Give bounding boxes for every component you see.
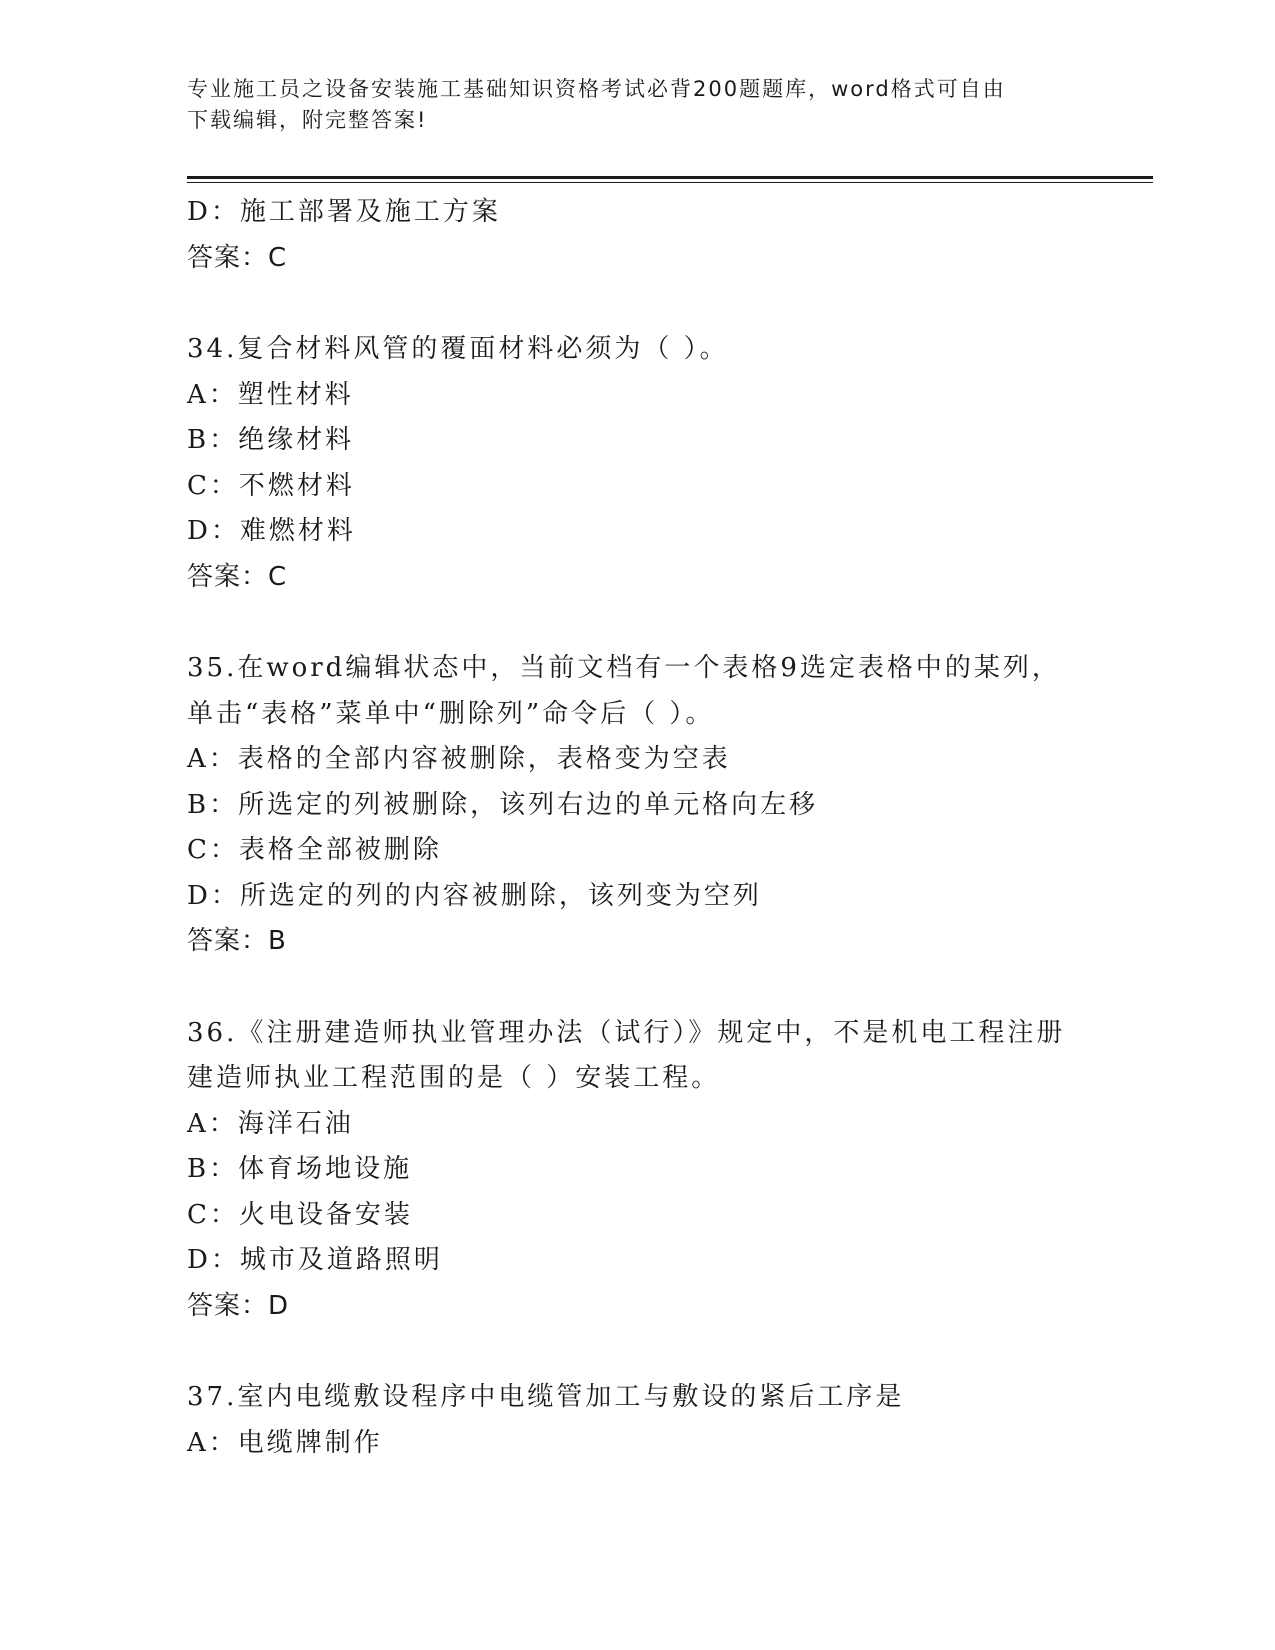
- option-d: D：所选定的列的内容被删除，该列变为空列: [187, 880, 762, 911]
- option-d: D：城市及道路照明: [187, 1245, 443, 1275]
- question-stem: 34.复合材料风管的覆面材料必须为（ ）。: [187, 334, 729, 364]
- question-stem-continued: 单击“表格”菜单中“删除列”命令后（ ）。: [187, 698, 715, 729]
- question-stem: 36.《注册建造师执业管理办法（试行）》规定中，不是机电工程注册: [187, 1017, 1066, 1048]
- option-a: A：表格的全部内容被删除，表格变为空表: [187, 744, 731, 774]
- option-b: B：体育场地设施: [187, 1154, 413, 1184]
- question-block: [187, 190, 1087, 281]
- option-d: D：难燃材料: [187, 516, 356, 546]
- question-stem: 37.室内电缆敷设程序中电缆管加工与敷设的紧后工序是: [187, 1382, 905, 1412]
- question-block: [187, 1375, 1087, 1466]
- answer-line: 答案：D: [187, 1290, 290, 1321]
- question-stem: 35.在word编辑状态中，当前文档有一个表格9选定表格中的某列，: [187, 653, 1061, 683]
- spacer: [187, 281, 1087, 327]
- option-b: B：绝缘材料: [187, 425, 355, 455]
- spacer: [187, 1329, 1087, 1375]
- option-d: D：施工部署及施工方案: [187, 197, 501, 227]
- option-c: C：不燃材料: [187, 470, 355, 501]
- question-block: [187, 327, 1087, 600]
- option-c: C：表格全部被删除: [187, 835, 442, 865]
- header-divider-thin: [187, 182, 1153, 183]
- option-a: A：塑性材料: [187, 379, 354, 410]
- spacer: [187, 965, 1087, 1011]
- answer-line: 答案：B: [187, 926, 287, 956]
- answer-line: 答案：C: [187, 242, 288, 273]
- spacer: [187, 600, 1087, 646]
- question-list: [187, 190, 1087, 1466]
- page-header: [187, 74, 1087, 136]
- question-block: [187, 1011, 1087, 1330]
- header-divider-thick: [187, 176, 1153, 179]
- header-line-1: 专业施工员之设备安装施工基础知识资格考试必背200题题库，word格式可自由: [187, 77, 1006, 101]
- question-block: [187, 646, 1087, 965]
- option-a: A：电缆牌制作: [187, 1427, 383, 1458]
- answer-line: 答案：C: [187, 561, 288, 592]
- option-b: B：所选定的列被删除，该列右边的单元格向左移: [187, 789, 819, 820]
- header-line-2: 下载编辑，附完整答案!: [187, 108, 428, 132]
- option-a: A：海洋石油: [187, 1108, 354, 1139]
- option-c: C：火电设备安装: [187, 1199, 413, 1230]
- question-stem-continued: 建造师执业工程范围的是（ ）安装工程。: [187, 1063, 721, 1093]
